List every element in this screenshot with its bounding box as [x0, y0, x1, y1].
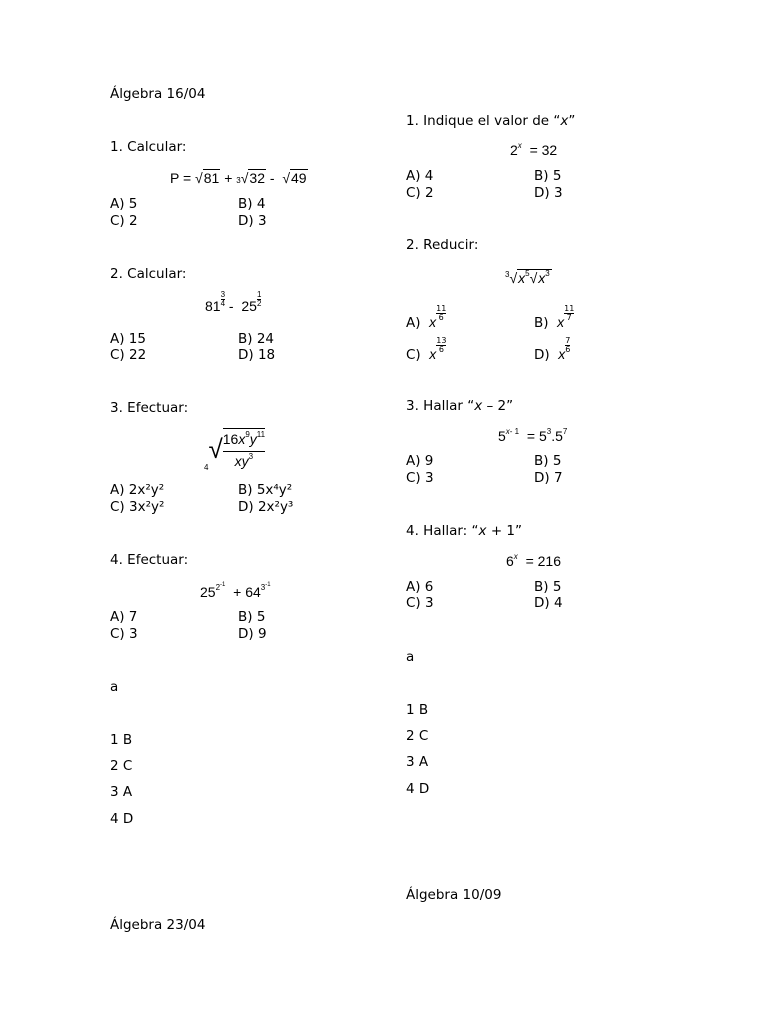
question-4-formula: 6$^x$ = 216 — [506, 552, 561, 569]
option-c: C) 2 — [406, 185, 434, 201]
option-d: D) 18 — [238, 347, 276, 363]
question-4-title: 4. Hallar: “x + 1” — [406, 523, 523, 539]
option-a: A) 2x²y² — [110, 482, 165, 498]
option-c: C) 3 — [110, 626, 138, 642]
option-c: C) 3 — [406, 595, 434, 611]
option-b: B) 4 — [238, 196, 266, 212]
option-a: A) 4 — [406, 168, 434, 184]
section-heading: Álgebra 10/09 — [406, 887, 502, 903]
note: a — [406, 649, 415, 665]
answer-2: 2 C — [110, 758, 133, 774]
option-c: C) 3x²y² — [110, 499, 165, 515]
question-1-formula: P = √81 + 3√32 - √49 — [170, 170, 307, 186]
question-1-formula: 2$^x$ = 32 — [510, 141, 558, 158]
answer-1: 1 B — [110, 732, 133, 748]
option-a: A) 6 — [406, 579, 434, 595]
answer-3: 3 A — [110, 784, 133, 800]
option-a: A) 5 — [110, 196, 138, 212]
answer-2: 2 C — [406, 728, 429, 744]
option-b: B) 5 — [534, 453, 562, 469]
question-2-formula: $^3√x^5√x^3$ — [505, 269, 550, 286]
option-c: C) 2 — [110, 213, 138, 229]
question-1-title: 1. Indique el valor de “x” — [406, 113, 576, 129]
question-3-formula: $_4$√ $\frac{16x^9y^{11}}{xy^3}$ — [204, 430, 266, 473]
option-b: B) 5 — [534, 579, 562, 595]
answer-4: 4 D — [110, 811, 134, 827]
option-a: A) $x\frac{11}{6}$ — [406, 303, 447, 331]
question-2-title: 2. Calcular: — [110, 266, 187, 282]
option-c: C) 3 — [406, 470, 434, 486]
question-4-title: 4. Efectuar: — [110, 552, 189, 568]
question-1-title: 1. Calcular: — [110, 139, 187, 155]
option-d: D) 7 — [534, 470, 563, 486]
option-b: B) 5 — [238, 609, 266, 625]
option-d: D) $x\frac{7}{6}$ — [534, 335, 571, 363]
option-b: B) 5 — [534, 168, 562, 184]
option-d: D) 3 — [534, 185, 563, 201]
section-heading: Álgebra 23/04 — [110, 917, 206, 933]
question-3-title: 3. Efectuar: — [110, 400, 189, 416]
option-d: D) 9 — [238, 626, 267, 642]
answer-1: 1 B — [406, 702, 429, 718]
section-heading: Álgebra 16/04 — [110, 86, 206, 102]
option-a: A) 9 — [406, 453, 434, 469]
option-c: C) 22 — [110, 347, 147, 363]
option-a: A) 7 — [110, 609, 138, 625]
option-d: D) 2x²y³ — [238, 499, 294, 515]
option-b: B) $x\frac{11}{7}$ — [534, 303, 575, 331]
option-b: B) 24 — [238, 331, 274, 347]
question-4-formula: $25^{2^{-1}} + 64^{3^{-1}}$ — [200, 582, 271, 600]
question-3-formula: $5^{x- 1} = 5^3.5^7$ — [498, 427, 568, 444]
answer-3: 3 A — [406, 754, 429, 770]
option-b: B) 5x⁴y² — [238, 482, 293, 498]
option-d: D) 4 — [534, 595, 563, 611]
question-2-title: 2. Reducir: — [406, 237, 479, 253]
note: a — [110, 679, 119, 695]
option-a: A) 15 — [110, 331, 146, 347]
option-c: C) $x\frac{13}{6}$ — [406, 335, 447, 363]
answer-4: 4 D — [406, 781, 430, 797]
option-d: D) 3 — [238, 213, 267, 229]
question-2-formula: $81\frac{3}{4}$ - $25\frac{1}{2}$ — [205, 289, 262, 314]
question-3-title: 3. Hallar “x – 2” — [406, 398, 514, 414]
